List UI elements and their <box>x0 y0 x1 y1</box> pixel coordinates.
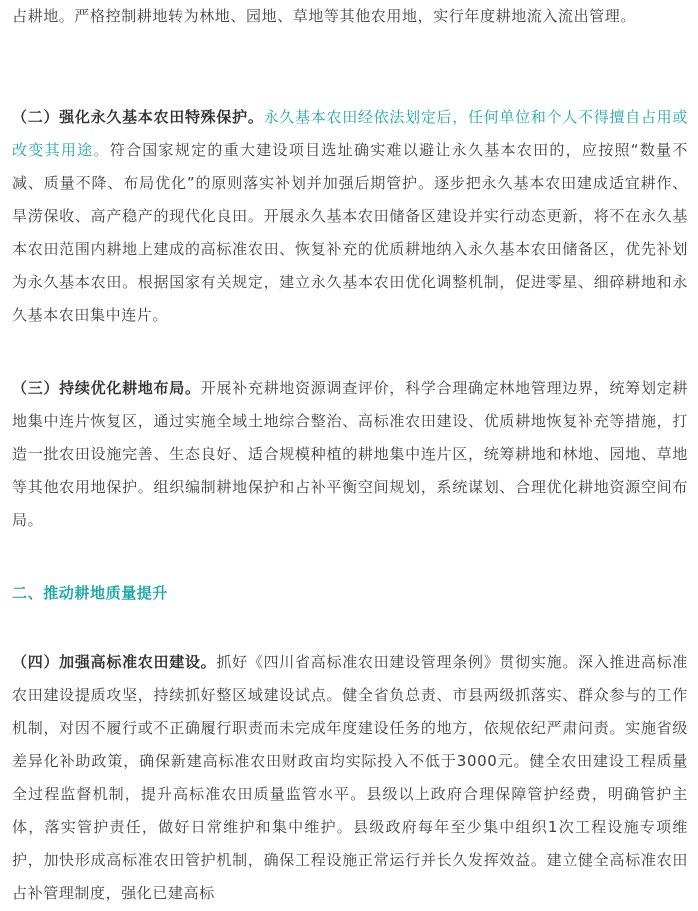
section3-lead: （三）持续优化耕地布局。 <box>12 379 201 397</box>
section4-text: 抓好《四川省高标准农田建设管理条例》贯彻实施。深入推进高标准农田建设提质攻坚，持续抓好整区域建设试点。健全省负总责、市县两级抓落实、群众参与的工作机制，对因不履行或不正确履行职责而未完成年度建设任务的地方，依规依纪严肃问责。实施省级差异化补助政策，确保新建高标准农田财政亩均实际投入不低于3000元。健全农田建设工程质量全过程监督机制，提升高标准农田质量监管水平。县级以上政府合理保障管护经费，明确管护主体，落实管护责任，做好日常维护和集中维护。县级政府每年至少集中组织1次工程设施专项维护，加快形成高标准农田管护机制，确保工程设施正常运行并长久发挥效益。建立健全高标准农田占补管理制度，强化已建高标 <box>12 653 688 902</box>
section4-paragraph <box>12 646 688 910</box>
section-heading: 二、推动耕地质量提升 <box>12 584 169 602</box>
section4-lead: （四）加强高标准农田建设。 <box>12 653 217 671</box>
intro-text: 占耕地。严格控制耕地转为林地、园地、草地等其他农用地，实行年度耕地流入流出管理。 <box>12 7 637 25</box>
intro-paragraph <box>12 0 688 33</box>
section2-text: 符合国家规定的重大建设项目选址确实难以避让永久基本农田的，应按照“数量不减、质量不降、布局优化”的原则落实补划并加强后期管护。逐步把永久基本农田建成适宜耕作、旱涝保收、高产稳产的现代化良田。开展永久基本农田储备区建设并实行动态更新，将不在永久基本农田范围内耕地上建成的高标准农田、恢复补充的优质耕地纳入永久基本农田储备区，优先补划为永久基本农田。根据国家有关规定，建立永久基本农田优化调整机制，促进零星、细碎耕地和永久基本农田集中连片。 <box>12 141 688 324</box>
section2-paragraph <box>12 101 688 332</box>
section2-accent: 永久基本农田经依法划定后，任何单位和个人不得擅自占用或改变其用途。 <box>12 108 688 159</box>
section2-lead: （二）强化永久基本农田特殊保护。 <box>12 108 264 126</box>
section3-text: 开展补充耕地资源调查评价，科学合理确定林地管理边界，统筹划定耕地集中连片恢复区，通过实施全域土地综合整治、高标准农田建设、优质耕地恢复补充等措施，打造一批农田设施完善、生态良好、适合规模种植的耕地集中连片区，统筹耕地和林地、园地、草地等其他农用地保护。组织编制耕地保护和占补平衡空间规划，系统谋划、合理优化耕地资源空间布局。 <box>12 379 688 529</box>
section3-paragraph <box>12 372 688 537</box>
